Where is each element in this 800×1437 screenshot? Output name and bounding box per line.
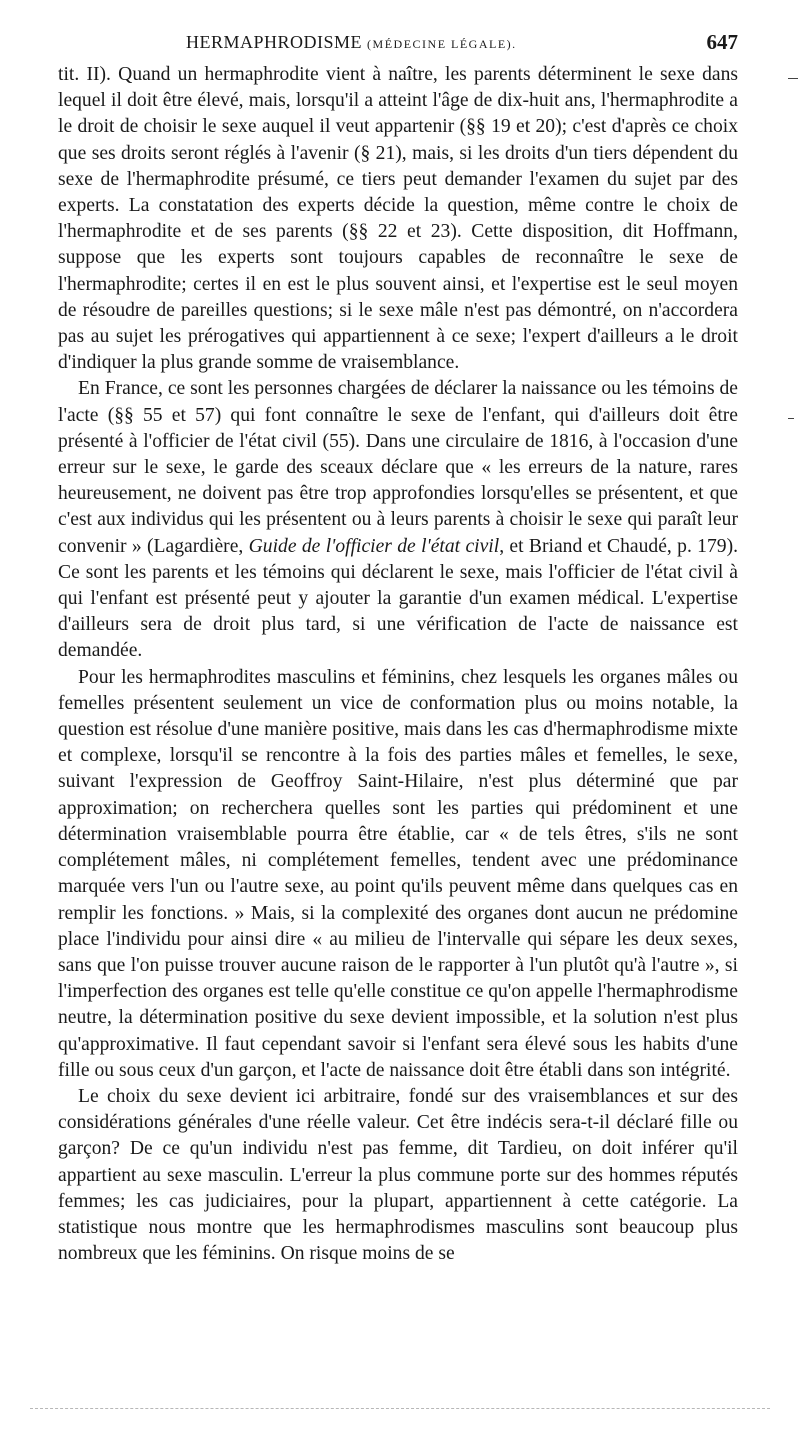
paragraph-3: Pour les hermaphrodites masculins et féminins, chez lesquels les organes mâles ou femelles présentent seulement un vice de conformation plus ou moins notable, la question est résolue d'une manière positive, mais dans les cas d'hermaphrodisme mixte et complexe, lorsqu'il se rencontre à la fois des parties mâles et femelles, le sexe, suivant l'expression de Geoffroy Saint-Hilaire, n'est plus déterminé que par approximation; on recherchera quelles sont les parties qui prédominent et une détermination vraisemblable pourra être établie, car « de tels êtres, s'ils ne sont complétement mâles, ni complétement femelles, tendent avec une prédominance marquée vers l'un ou l'autre sexe, au point qu'ils peuvent même dans quelques cas en remplir les fonctions. » Mais, si la complexité des organes dont aucun ne prédomine place l'individu pour ainsi dire « au milieu de l'intervalle qui sépare les deux sexes, sans que l'on puisse trouver aucune raison de le rapporter à l'un plutôt qu'à l'autre », si l'imperfection des organes est telle qu'elle constitue ce qu'on appelle l'hermaphrodisme neutre, la détermination positive du sexe devient impossible, et la solution n'est plus qu'approximative. Il faut cependant savoir si l'enfant sera élevé sous les habits d'une fille ou sous ceux d'un garçon, et l'acte de naissance doit être établi dans son intégrité. [58,666,738,1081]
scan-artifact-rule [30,1408,770,1409]
paragraph-2-text-after: , et Briand et Chaudé, p. 179). Ce sont les parents et les témoins qui déclarent le sexe, mais l'officier de l'état civil à qui l'enfant est présenté peut y ajouter la garantie d'un examen médical. L'expertise d'ailleurs sera de droit plus tard, si une vérification de l'acte de naissance est demandée. [58,535,738,662]
running-head-subtitle: (MÉDECINE LÉGALE). [367,37,517,51]
margin-mark [788,78,798,79]
running-head-title: HERMAPHRODISME [186,32,363,52]
page-header [58,30,738,58]
paragraph-4: Le choix du sexe devient ici arbitraire, fondé sur des vraisemblances et sur des considérations générales d'une réelle valeur. Cet être indécis sera-t-il déclaré fille ou garçon? De ce qu'un individu n'est pas femme, dit Tardieu, on doit inférer qu'il appartient au sexe masculin. L'erreur la plus commune porte sur des hommes réputés femmes; les cas judiciaires, pour la plupart, appartiennent à cette catégorie. La statistique nous montre que les hermaphrodismes masculins sont beaucoup plus nombreux que les féminins. On risque moins de se [58,1085,738,1265]
paragraph-2 [58,376,738,664]
paragraph-1: tit. II). Quand un hermaphrodite vient à naître, les parents déterminent le sexe dans lequel il doit être élevé, mais, lorsqu'il a atteint l'âge de dix-huit ans, l'hermaphrodite a le droit de choisir le sexe auquel il veut appartenir (§§ 19 et 20); c'est d'après ce choix que ses droits seront réglés à l'avenir (§ 21), mais, si les droits d'un tiers dépendent du sexe de l'hermaphrodite présumé, ce tiers peut demander l'examen du sujet par des experts. La constatation des experts décide la question, même contre le choix de l'hermaphrodite et de ses parents (§§ 22 et 23). Cette disposition, dit Hoffmann, suppose que les experts sont toujours capables de reconnaître le sexe de l'hermaphrodite; certes il en est le plus souvent ainsi, et l'expertise est le seul moyen de résoudre de pareilles questions; si le sexe mâle n'est pas démontré, on n'accordera pas au sujet les prérogatives qui appartiennent à ce sexe; l'expert d'ailleurs a le droit d'indiquer la plus grande somme de vraisemblance. [58,64,738,374]
paragraph-2-text-before: En France, ce sont les personnes chargées de déclarer la naissance ou les témoins de l'acte (§§ 55 et 57) qui font connaître le sexe de l'enfant, qui d'ailleurs doit être présenté à l'officier de l'état civil (55). Dans une circulaire de 1816, à l'occasion d'une erreur sur le sexe, le garde des sceaux déclare que « les erreurs de la nature, rares heureusement, ne doivent pas être trop approfondies lorsqu'elles se présentent, et que c'est aux individus qui les présentent ou à leurs parents à choisir le sexe qui paraît leur convenir » (Lagardière, [58,378,738,557]
margin-mark [788,418,794,419]
body-text [58,62,738,1267]
page-number: 647 [706,30,738,54]
book-title-citation: Guide de l'officier de l'état civil [248,535,500,557]
running-head [186,32,517,53]
